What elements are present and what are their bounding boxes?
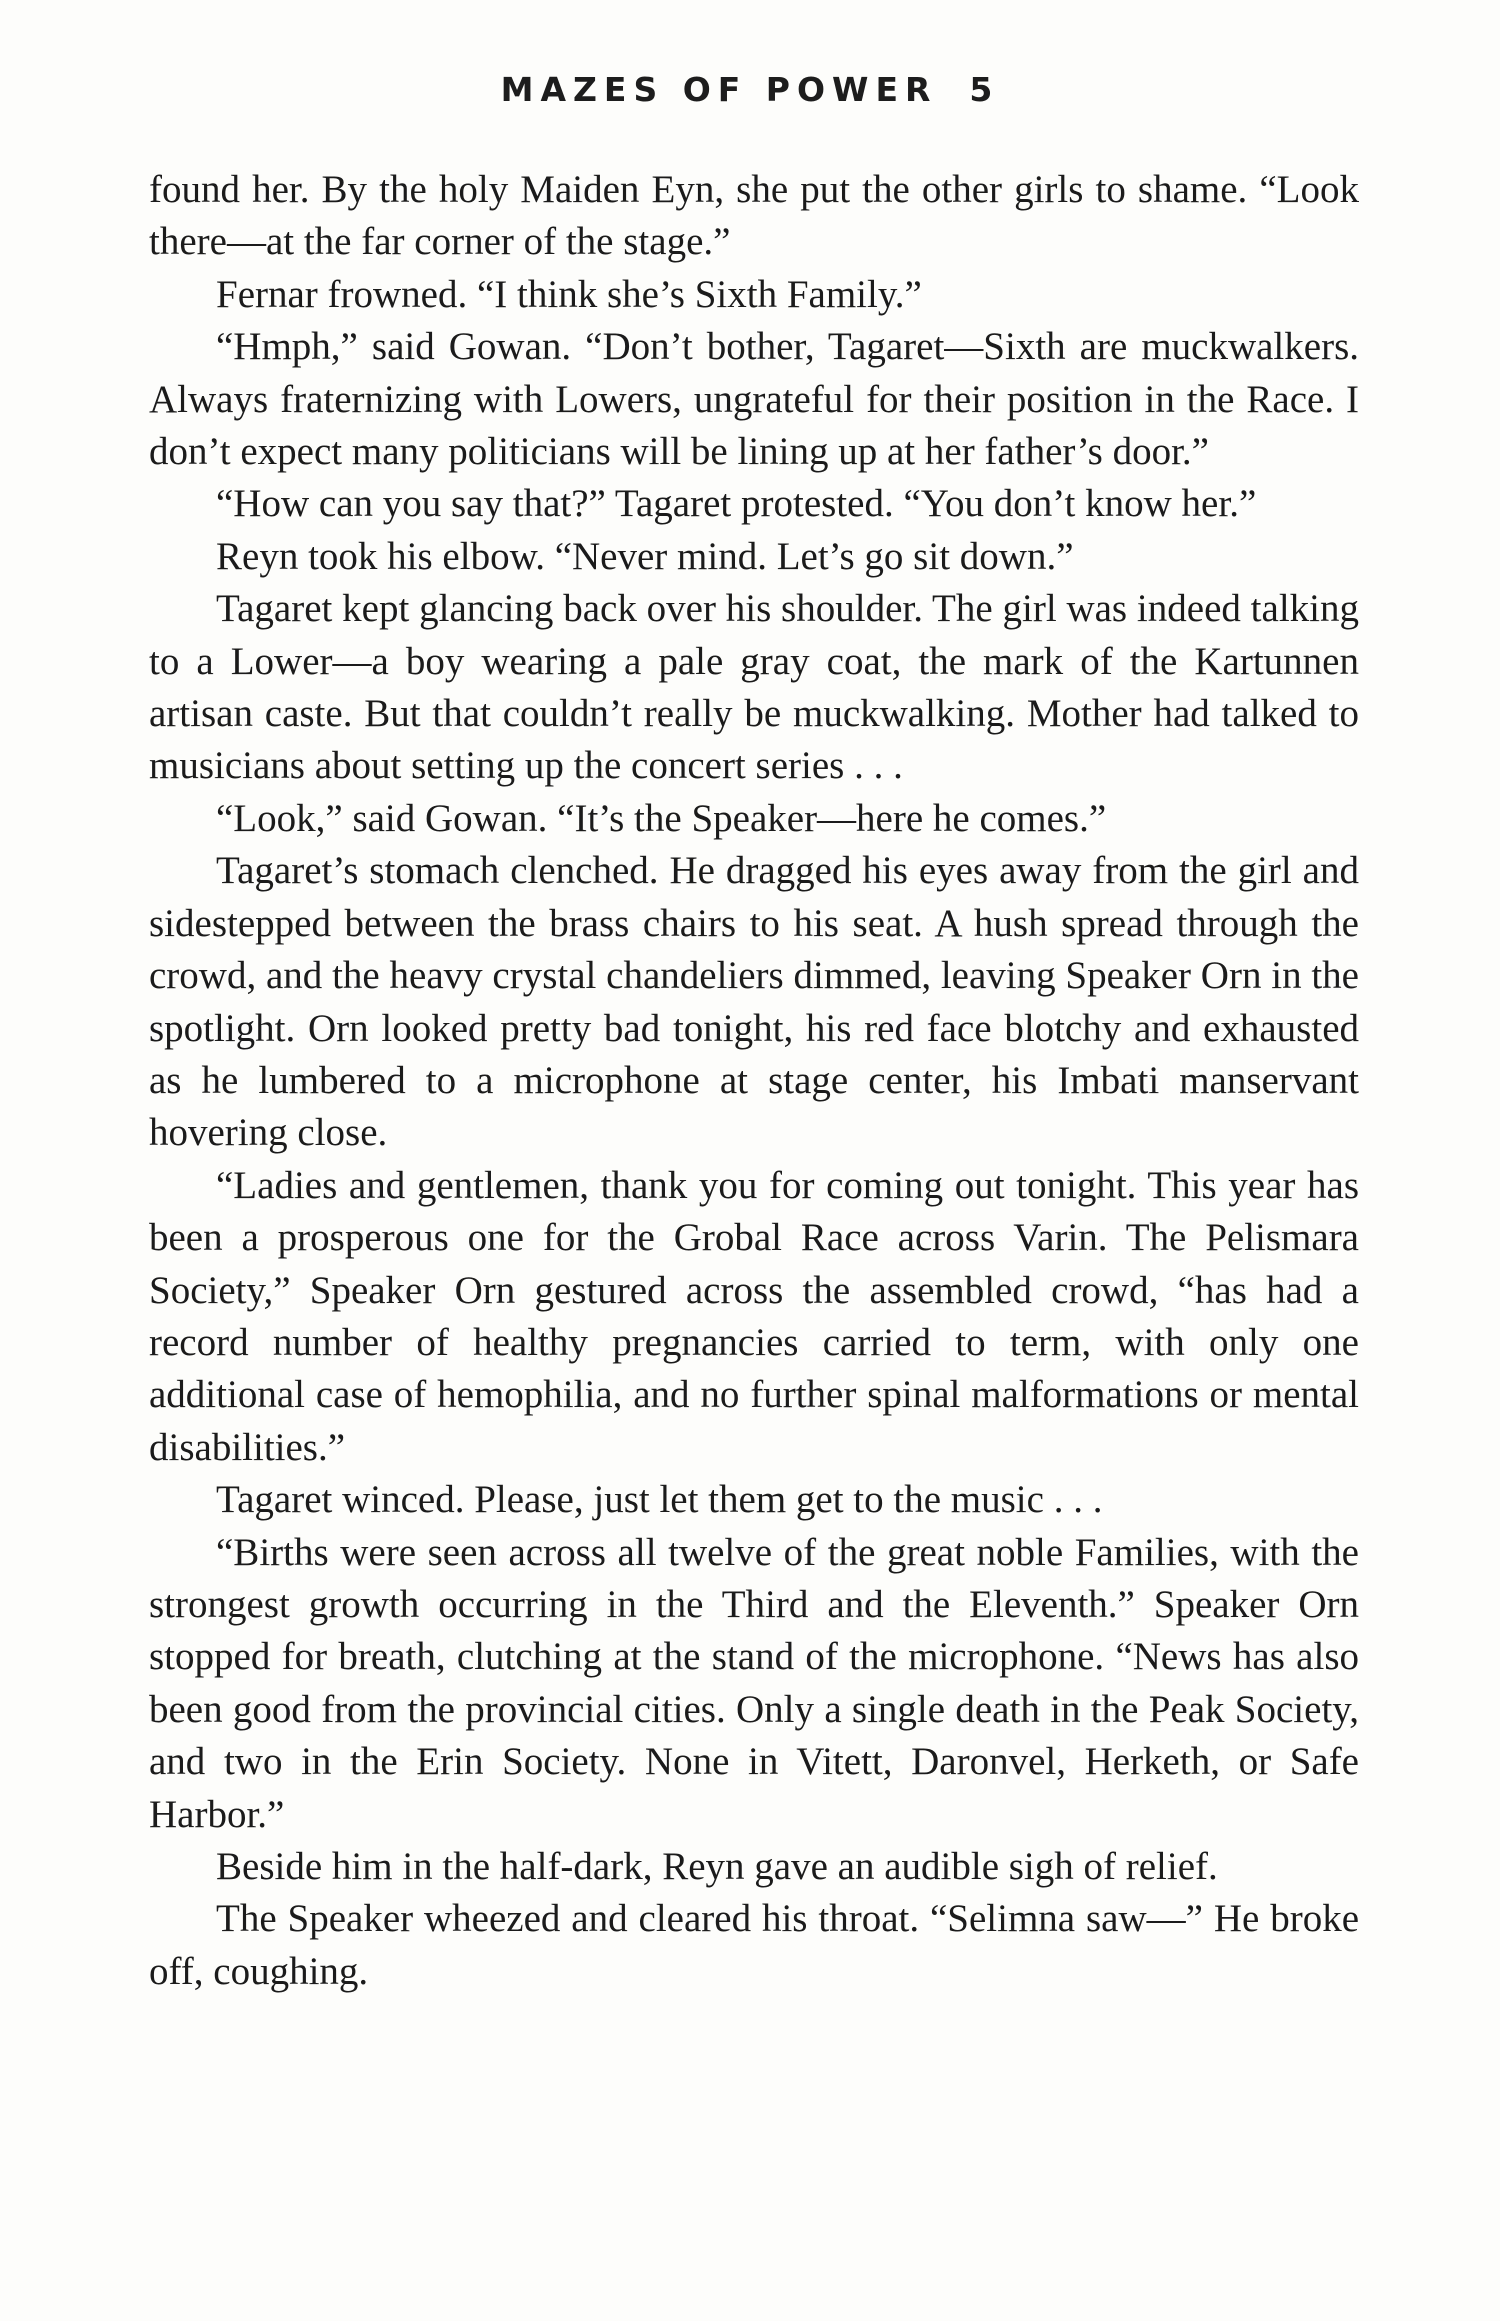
paragraph: “Hmph,” said Gowan. “Don’t bother, Tagaret—Sixth are muckwalkers. Always fraternizing with Lowers, ungrateful for their position in the Race. I don’t expect many politicians will be lining up at her father’s door.” xyxy=(149,325,1359,474)
paragraph: Beside him in the half-dark, Reyn gave an audible sigh of relief. xyxy=(216,1845,1218,1888)
paragraph: Tagaret’s stomach clenched. He dragged his eyes away from the girl and sidestepped between the brass chairs to his seat. A hush spread through the crowd, and the heavy crystal chandeliers dimmed, leaving Speaker Orn in the spotlight. Orn looked pretty bad tonight, his red face blotchy and exhausted as he lumbered to a microphone at stage center, his Imbati manservant hovering close. xyxy=(149,849,1359,1155)
book-title: MAZES OF POWER xyxy=(500,70,938,109)
paragraph: “How can you say that?” Tagaret protested. “You don’t know her.” xyxy=(216,482,1257,526)
paragraph: Fernar frowned. “I think she’s Sixth Family.” xyxy=(216,272,922,316)
paragraph: Reyn took his elbow. “Never mind. Let’s go sit down.” xyxy=(216,534,1074,578)
paragraph: The Speaker wheezed and cleared his throat. “Selimna saw—” He broke off, coughing. xyxy=(149,1897,1359,1993)
paragraph: “Ladies and gentlemen, thank you for coming out tonight. This year has been a prosperous one for the Grobal Race across Varin. The Pelismara Society,” Speaker Orn gestured across the assembled crowd, “has had a record number of healthy pregnancies carried to term, with only one additional case of hemophilia, and no further spinal malformations or mental disabilities.” xyxy=(149,1163,1359,1469)
paragraph: found her. By the holy Maiden Eyn, she put the other girls to shame. “Look there—at the far corner of the stage.” xyxy=(149,168,1359,264)
paragraph: Tagaret winced. Please, just let them get to the music . . . xyxy=(216,1478,1103,1522)
running-head xyxy=(0,70,1500,109)
body-text xyxy=(149,164,1359,1998)
paragraph: Tagaret kept glancing back over his shoulder. The girl was indeed talking to a Lower—a boy wearing a pale gray coat, the mark of the Kartunnen artisan caste. But that couldn’t really be muckwalking. Mother had talked to musicians about setting up the concert series . . . xyxy=(149,587,1359,788)
paragraph: “Births were seen across all twelve of the great noble Families, with the strongest growth occurring in the Third and the Eleventh.” Speaker Orn stopped for breath, clutching at the stand of the microphone. “News has also been good from the provincial cities. Only a single death in the Peak Society, and two in the Erin Society. None in Vitett, Daronvel, Herketh, or Safe Harbor.” xyxy=(149,1530,1359,1836)
page-number: 5 xyxy=(969,70,1000,109)
paragraph: “Look,” said Gowan. “It’s the Speaker—here he comes.” xyxy=(216,796,1107,840)
